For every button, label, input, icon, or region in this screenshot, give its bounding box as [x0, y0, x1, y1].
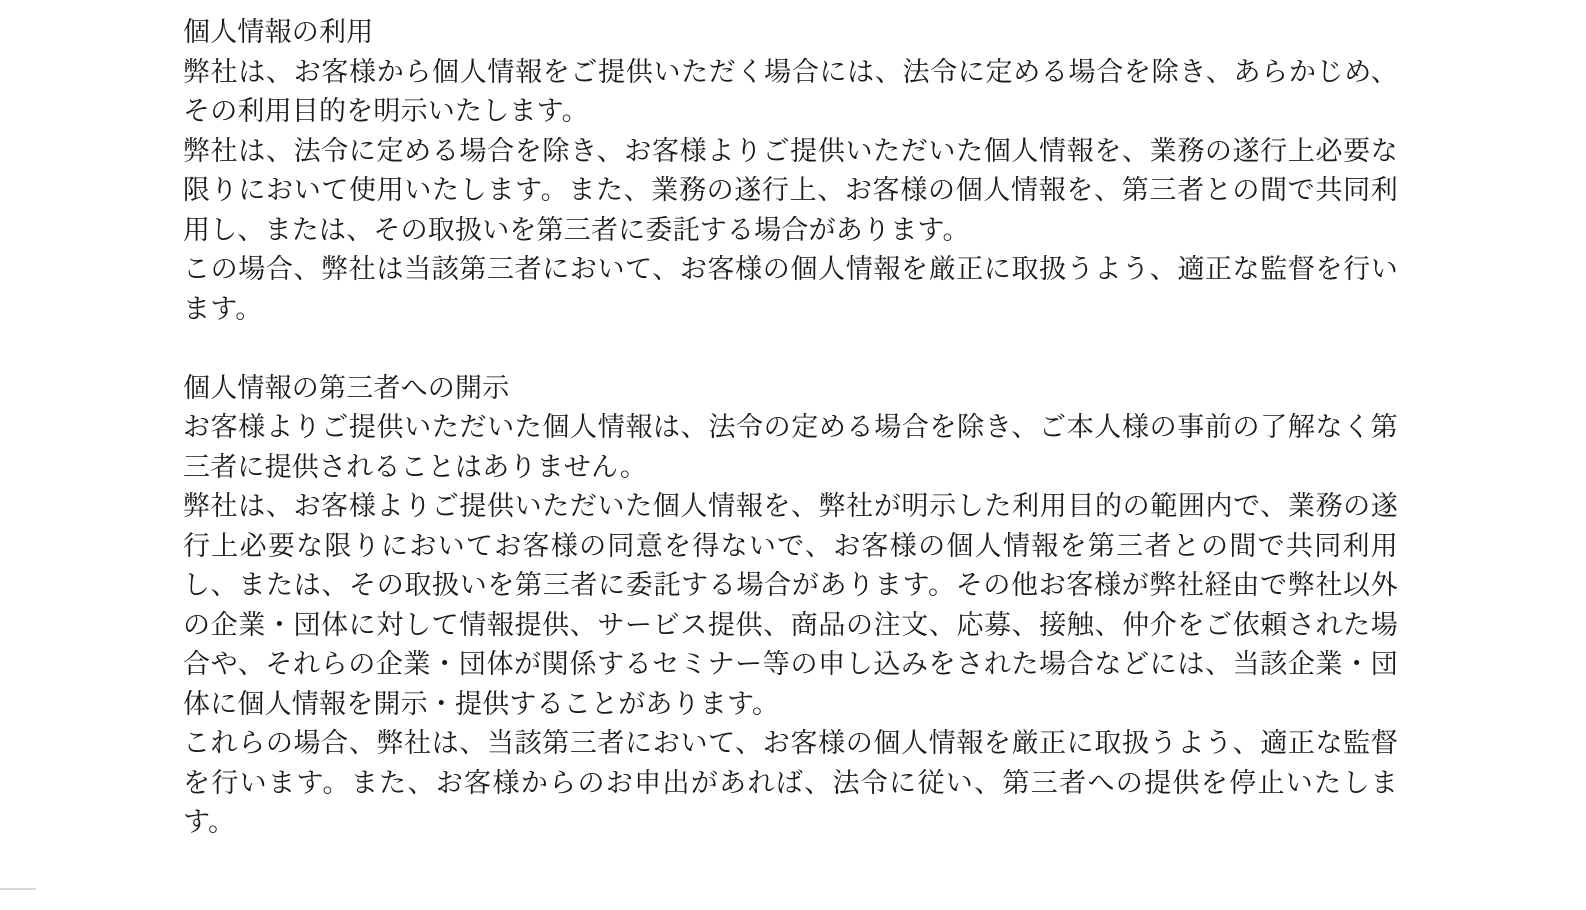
section-heading: 個人情報の第三者への開示 [183, 372, 510, 403]
document-body [183, 13, 1398, 843]
paragraph: お客様よりご提供いただいた個人情報は、法令の定める場合を除き、ご本人様の事前の了解なく第三者に提供されることはありません。 [183, 412, 1398, 482]
section-heading: 個人情報の利用 [183, 17, 374, 47]
paragraph: これらの場合、弊社は、当該第三者において、お客様の個人情報を厳正に取扱うよう、適正な監督を行います。また、お客様からのお申出があれば、法令に従い、第三者への提供を停止いたします。 [183, 728, 1398, 837]
paragraph-spacer [183, 329, 1398, 369]
section-personal-info-use [183, 13, 1398, 329]
paragraph: この場合、弊社は当該第三者において、お客様の個人情報を厳正に取扱うよう、適正な監督を行います。 [183, 254, 1398, 324]
paragraph: 弊社は、法令に定める場合を除き、お客様よりご提供いただいた個人情報を、業務の遂行上必要な限りにおいて使用いたします。また、業務の遂行上、お客様の個人情報を、第三者との間で共同利用し、または、その取扱いを第三者に委託する場合があります。 [183, 135, 1398, 245]
paragraph: 弊社は、お客様よりご提供いただいた個人情報を、弊社が明示した利用目的の範囲内で、業務の遂行上必要な限りにおいてお客様の同意を得ないで、お客様の個人情報を第三者との間で共同利用し、または、その取扱いを第三者に委託する場合があります。その他お客様が弊社経由で弊社以外の企業・団体に対して情報提供、サービス提供、商品の注文、応募、接触、仲介をご依頼された場合や、それらの企業・団体が関係するセミナー等の申し込みをされた場合などには、当該企業・団体に個人情報を開示・提供することがあります。 [183, 491, 1398, 719]
paragraph: 弊社は、お客様から個人情報をご提供いただく場合には、法令に定める場合を除き、あらかじめ、その利用目的を明示いたします。 [183, 56, 1398, 126]
section-disclosure-to-third-party [183, 369, 1398, 843]
page-edge-divider [0, 888, 36, 890]
